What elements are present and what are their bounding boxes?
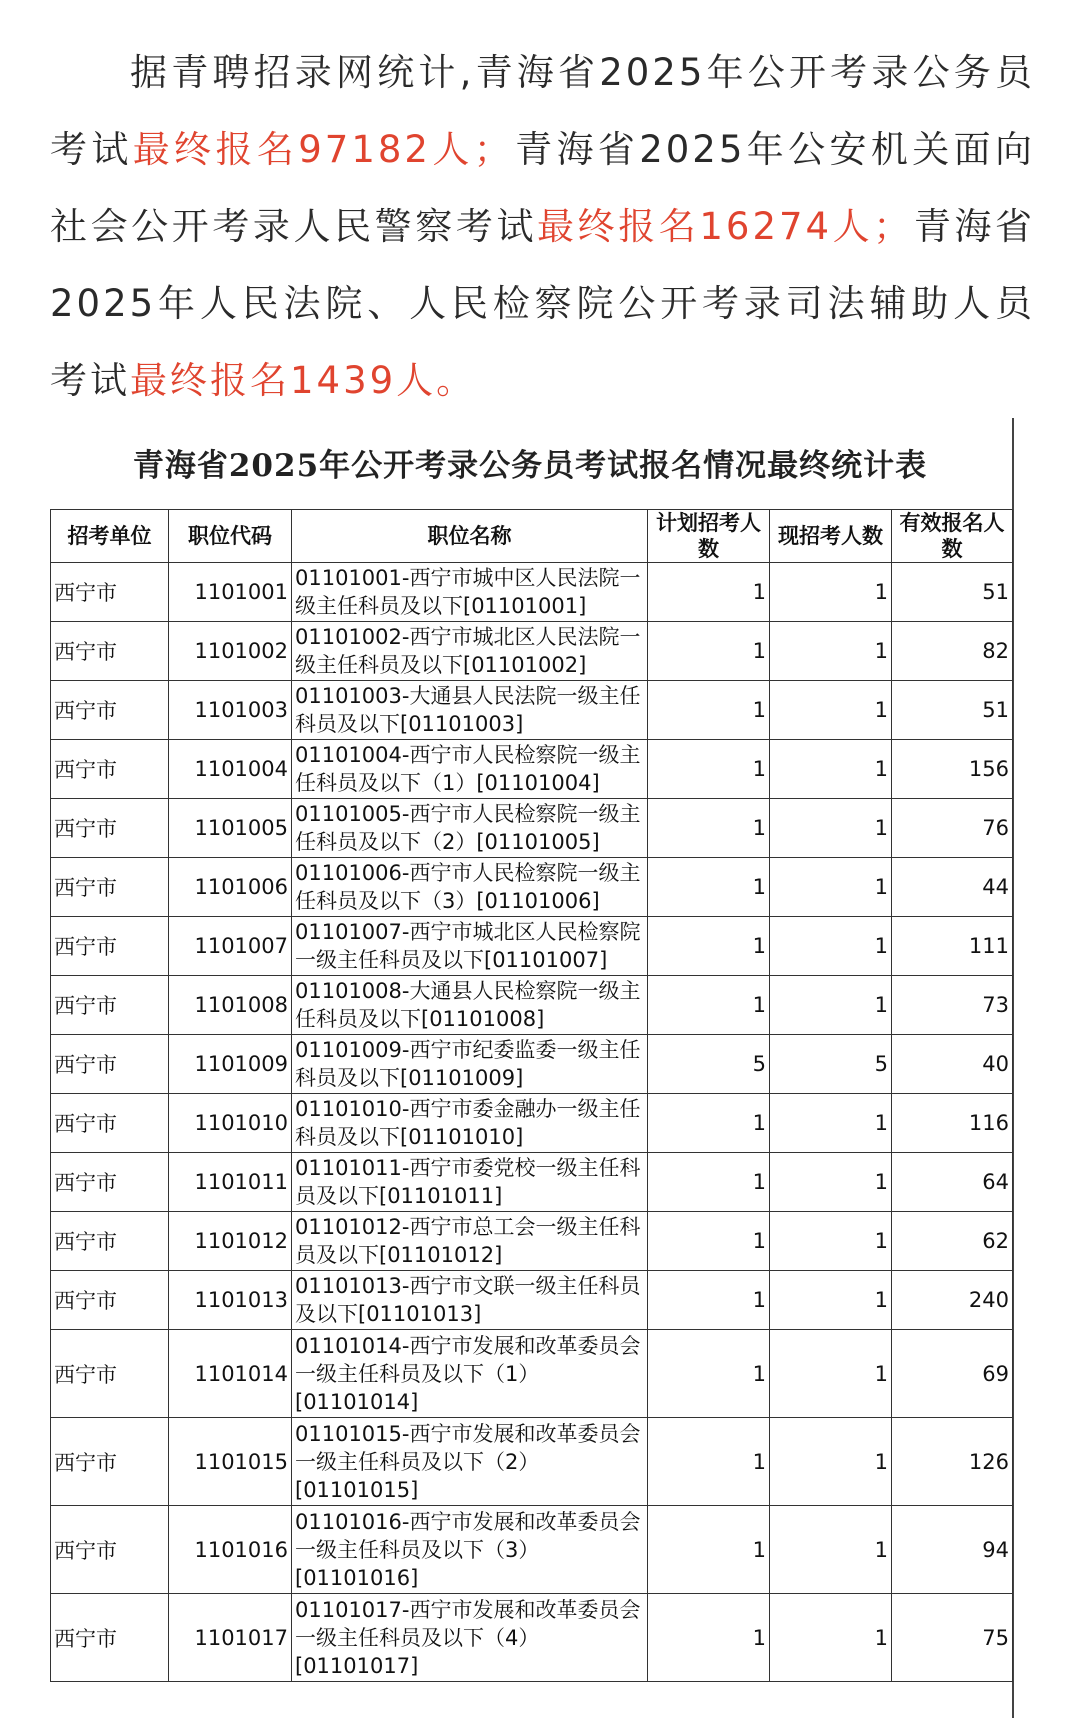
table-row	[51, 1035, 1013, 1094]
cell-current-count: 1	[770, 799, 892, 858]
cell-code: 1101015	[169, 1418, 292, 1506]
cell-plan-count: 1	[648, 1153, 770, 1212]
cell-current-count: 1	[770, 563, 892, 622]
table-row	[51, 622, 1013, 681]
cell-current-count: 1	[770, 1594, 892, 1682]
table-row	[51, 1094, 1013, 1153]
cell-code: 1101007	[169, 917, 292, 976]
cell-code: 1101017	[169, 1594, 292, 1682]
cell-valid-applicants: 76	[892, 799, 1013, 858]
cell-current-count: 1	[770, 1212, 892, 1271]
cell-unit: 西宁市	[51, 799, 169, 858]
cell-valid-applicants: 156	[892, 740, 1013, 799]
cell-plan-count: 1	[648, 1094, 770, 1153]
cell-plan-count: 1	[648, 1506, 770, 1594]
cell-current-count: 1	[770, 681, 892, 740]
cell-code: 1101005	[169, 799, 292, 858]
cell-position-name: 01101006-西宁市人民检察院一级主任科员及以下（3）[01101006]	[292, 858, 648, 917]
cell-plan-count: 1	[648, 917, 770, 976]
cell-plan-count: 1	[648, 563, 770, 622]
cell-current-count: 1	[770, 1418, 892, 1506]
table-row	[51, 858, 1013, 917]
cell-code: 1101008	[169, 976, 292, 1035]
cell-current-count: 1	[770, 1330, 892, 1418]
cell-unit: 西宁市	[51, 1330, 169, 1418]
cell-valid-applicants: 126	[892, 1418, 1013, 1506]
cell-code: 1101001	[169, 563, 292, 622]
cell-unit: 西宁市	[51, 917, 169, 976]
cell-current-count: 1	[770, 1094, 892, 1153]
cell-code: 1101013	[169, 1271, 292, 1330]
cell-valid-applicants: 82	[892, 622, 1013, 681]
cell-unit: 西宁市	[51, 1418, 169, 1506]
cell-valid-applicants: 73	[892, 976, 1013, 1035]
cell-plan-count: 1	[648, 799, 770, 858]
header-name: 职位名称	[292, 510, 648, 563]
cell-code: 1101003	[169, 681, 292, 740]
cell-unit: 西宁市	[51, 681, 169, 740]
cell-unit: 西宁市	[51, 1035, 169, 1094]
cell-code: 1101016	[169, 1506, 292, 1594]
cell-current-count: 1	[770, 740, 892, 799]
cell-plan-count: 5	[648, 1035, 770, 1094]
cell-code: 1101012	[169, 1212, 292, 1271]
cell-unit: 西宁市	[51, 1506, 169, 1594]
table-row	[51, 976, 1013, 1035]
header-plan: 计划招考人数	[648, 510, 770, 563]
cell-unit: 西宁市	[51, 1212, 169, 1271]
cell-unit: 西宁市	[51, 1271, 169, 1330]
cell-plan-count: 1	[648, 1271, 770, 1330]
cell-position-name: 01101010-西宁市委金融办一级主任科员及以下[01101010]	[292, 1094, 648, 1153]
table-row	[51, 917, 1013, 976]
cell-current-count: 5	[770, 1035, 892, 1094]
cell-valid-applicants: 51	[892, 681, 1013, 740]
intro-text-2: 青海省2025年公安机关面向社会公开考录人民警察考试	[50, 128, 1035, 248]
cell-plan-count: 1	[648, 1418, 770, 1506]
cell-valid-applicants: 75	[892, 1594, 1013, 1682]
intro-text-1: 据青聘招录网统计,青海省2025年公开考录公务员考试	[50, 51, 1035, 171]
cell-position-name: 01101015-西宁市发展和改革委员会一级主任科员及以下（2）[01101015]	[292, 1418, 648, 1506]
statistics-table	[50, 509, 1013, 1682]
intro-paragraph	[50, 34, 1035, 419]
header-valid: 有效报名人数	[892, 510, 1013, 563]
cell-position-name: 01101014-西宁市发展和改革委员会一级主任科员及以下（1）[01101014]	[292, 1330, 648, 1418]
cell-position-name: 01101002-西宁市城北区人民法院一级主任科员及以下[01101002]	[292, 622, 648, 681]
cell-valid-applicants: 44	[892, 858, 1013, 917]
table-row	[51, 740, 1013, 799]
cell-current-count: 1	[770, 1271, 892, 1330]
cell-code: 1101006	[169, 858, 292, 917]
cell-unit: 西宁市	[51, 622, 169, 681]
cell-current-count: 1	[770, 917, 892, 976]
cell-position-name: 01101008-大通县人民检察院一级主任科员及以下[01101008]	[292, 976, 648, 1035]
cell-unit: 西宁市	[51, 1594, 169, 1682]
cell-plan-count: 1	[648, 1212, 770, 1271]
cell-position-name: 01101004-西宁市人民检察院一级主任科员及以下（1）[01101004]	[292, 740, 648, 799]
header-unit: 招考单位	[51, 510, 169, 563]
cell-valid-applicants: 51	[892, 563, 1013, 622]
table-title: 青海省2025年公开考录公务员考试报名情况最终统计表	[132, 448, 928, 484]
header-code: 职位代码	[169, 510, 292, 563]
cell-code: 1101004	[169, 740, 292, 799]
table-row	[51, 1212, 1013, 1271]
table-row	[51, 1594, 1013, 1682]
cell-plan-count: 1	[648, 1330, 770, 1418]
cell-position-name: 01101017-西宁市发展和改革委员会一级主任科员及以下（4）[01101017]	[292, 1594, 648, 1682]
cell-code: 1101009	[169, 1035, 292, 1094]
cell-valid-applicants: 116	[892, 1094, 1013, 1153]
cell-position-name: 01101001-西宁市城中区人民法院一级主任科员及以下[01101001]	[292, 563, 648, 622]
cell-valid-applicants: 94	[892, 1506, 1013, 1594]
cell-valid-applicants: 69	[892, 1330, 1013, 1418]
cell-plan-count: 1	[648, 622, 770, 681]
cell-plan-count: 1	[648, 1594, 770, 1682]
cell-current-count: 1	[770, 622, 892, 681]
cell-unit: 西宁市	[51, 563, 169, 622]
cell-position-name: 01101012-西宁市总工会一级主任科员及以下[01101012]	[292, 1212, 648, 1271]
cell-current-count: 1	[770, 1153, 892, 1212]
cell-position-name: 01101013-西宁市文联一级主任科员及以下[01101013]	[292, 1271, 648, 1330]
cell-position-name: 01101011-西宁市委党校一级主任科员及以下[01101011]	[292, 1153, 648, 1212]
cell-unit: 西宁市	[51, 740, 169, 799]
intro-highlight-1: 最终报名97182人；	[132, 128, 514, 171]
intro-text-3: 青海省2025年人民法院、人民检察院公开考录司法辅助人员考试	[50, 205, 1036, 402]
intro-highlight-3: 最终报名1439人。	[130, 359, 477, 402]
cell-unit: 西宁市	[51, 976, 169, 1035]
table-row	[51, 1330, 1013, 1418]
cell-code: 1101011	[169, 1153, 292, 1212]
cell-valid-applicants: 240	[892, 1271, 1013, 1330]
cell-unit: 西宁市	[51, 1153, 169, 1212]
cell-valid-applicants: 111	[892, 917, 1013, 976]
cell-code: 1101002	[169, 622, 292, 681]
table-header-row	[51, 510, 1013, 563]
cell-plan-count: 1	[648, 976, 770, 1035]
header-current: 现招考人数	[770, 510, 892, 563]
table-row	[51, 563, 1013, 622]
cell-code: 1101010	[169, 1094, 292, 1153]
cell-current-count: 1	[770, 976, 892, 1035]
cell-current-count: 1	[770, 1506, 892, 1594]
cell-plan-count: 1	[648, 681, 770, 740]
cell-code: 1101014	[169, 1330, 292, 1418]
cell-plan-count: 1	[648, 740, 770, 799]
table-row	[51, 799, 1013, 858]
table-row	[51, 1506, 1013, 1594]
cell-valid-applicants: 62	[892, 1212, 1013, 1271]
table-row	[51, 1153, 1013, 1212]
cell-position-name: 01101007-西宁市城北区人民检察院一级主任科员及以下[01101007]	[292, 917, 648, 976]
cell-valid-applicants: 64	[892, 1153, 1013, 1212]
cell-unit: 西宁市	[51, 1094, 169, 1153]
cell-current-count: 1	[770, 858, 892, 917]
table-row	[51, 1271, 1013, 1330]
intro-highlight-2: 最终报名16274人；	[537, 205, 914, 248]
cell-position-name: 01101005-西宁市人民检察院一级主任科员及以下（2）[01101005]	[292, 799, 648, 858]
cell-position-name: 01101009-西宁市纪委监委一级主任科员及以下[01101009]	[292, 1035, 648, 1094]
cell-unit: 西宁市	[51, 858, 169, 917]
cell-valid-applicants: 40	[892, 1035, 1013, 1094]
cell-position-name: 01101016-西宁市发展和改革委员会一级主任科员及以下（3）[01101016]	[292, 1506, 648, 1594]
cell-position-name: 01101003-大通县人民法院一级主任科员及以下[01101003]	[292, 681, 648, 740]
table-row	[51, 1418, 1013, 1506]
cell-plan-count: 1	[648, 858, 770, 917]
table-row	[51, 681, 1013, 740]
